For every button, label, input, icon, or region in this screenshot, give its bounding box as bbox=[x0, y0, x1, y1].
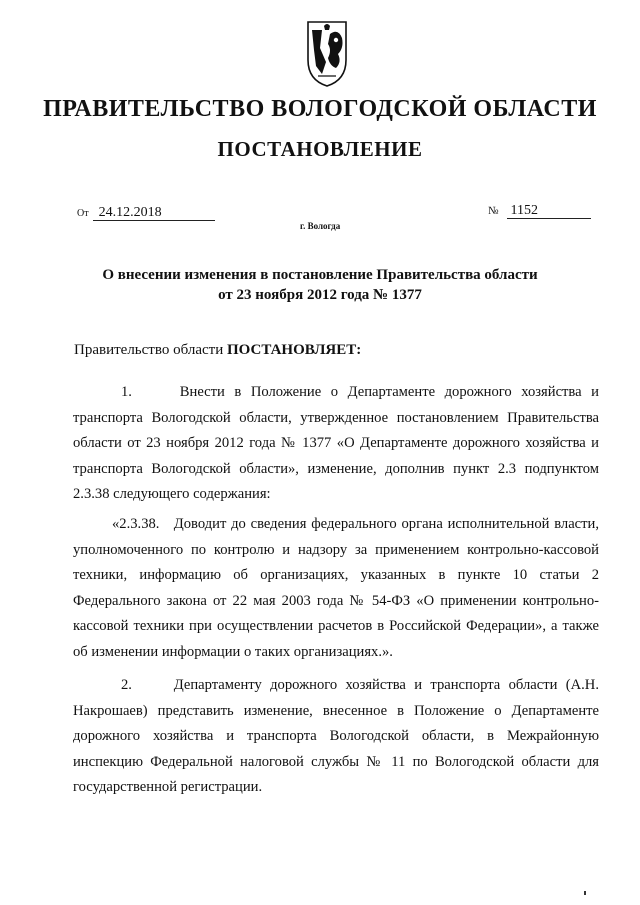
date-value: 24.12.2018 bbox=[93, 206, 215, 221]
intro-text: Правительство области bbox=[74, 342, 227, 358]
document-subject bbox=[0, 265, 640, 305]
document-number bbox=[488, 203, 591, 219]
government-title: ПРАВИТЕЛЬСТВО ВОЛОГОДСКОЙ ОБЛАСТИ bbox=[43, 96, 597, 122]
intro-resolves: ПОСТАНОВЛЯЕТ: bbox=[226, 342, 362, 358]
number-prefix: № bbox=[488, 205, 499, 217]
document-type: ПОСТАНОВЛЕНИЕ bbox=[217, 137, 423, 161]
number-value: 1152 bbox=[507, 204, 591, 219]
city-label: г. Вологда bbox=[300, 221, 341, 231]
resolution-intro bbox=[74, 342, 361, 359]
date-prefix: От bbox=[77, 208, 89, 219]
subject-line-2: от 23 ноября 2012 года № 1377 bbox=[218, 287, 422, 303]
paragraph-3 bbox=[73, 673, 599, 801]
scan-mark bbox=[584, 891, 586, 895]
paragraph-2 bbox=[73, 512, 599, 665]
paragraph-3-text: 2. Департаменту дорожного хозяйства и транспорта области (А.Н. Накрошаев) представить изменение, внесенное в Положение о Департаменте дорожного хозяйства и транспорта Вологодской области, в Межрайонную инспекцию Федеральной налоговой службы № 11 по Вологодской области для государственной регистрации. bbox=[73, 677, 599, 795]
paragraph-2-text: «2.3.38. Доводит до сведения федерального органа исполнительной власти, уполномоченного по контролю и надзору за применением контрольно-кассовой техники, информацию об организациях, указанных в пункте 10 статьи 2 Федерального закона от 22 мая 2003 года № 54-ФЗ «О применении контрольно-кассовой техники при осуществлении расчетов в Российской Федерации», а также об изменении информации о таких организациях.». bbox=[73, 516, 599, 660]
subject-line-1: О внесении изменения в постановление Правительства области bbox=[102, 267, 538, 283]
paragraph-1 bbox=[73, 380, 599, 508]
paragraph-1-text: 1. Внести в Положение о Департаменте дорожного хозяйства и транспорта Вологодской области, утвержденное постановлением Правительства области от 23 ноября 2012 года № 1377 «О Департаменте дорожного хозяйства и транспорта Вологодской области», изменение, дополнив пункт 2.3 подпунктом 2.3.38 следующего содержания: bbox=[73, 384, 599, 502]
coat-of-arms-icon bbox=[302, 18, 352, 88]
document-date bbox=[77, 205, 215, 221]
